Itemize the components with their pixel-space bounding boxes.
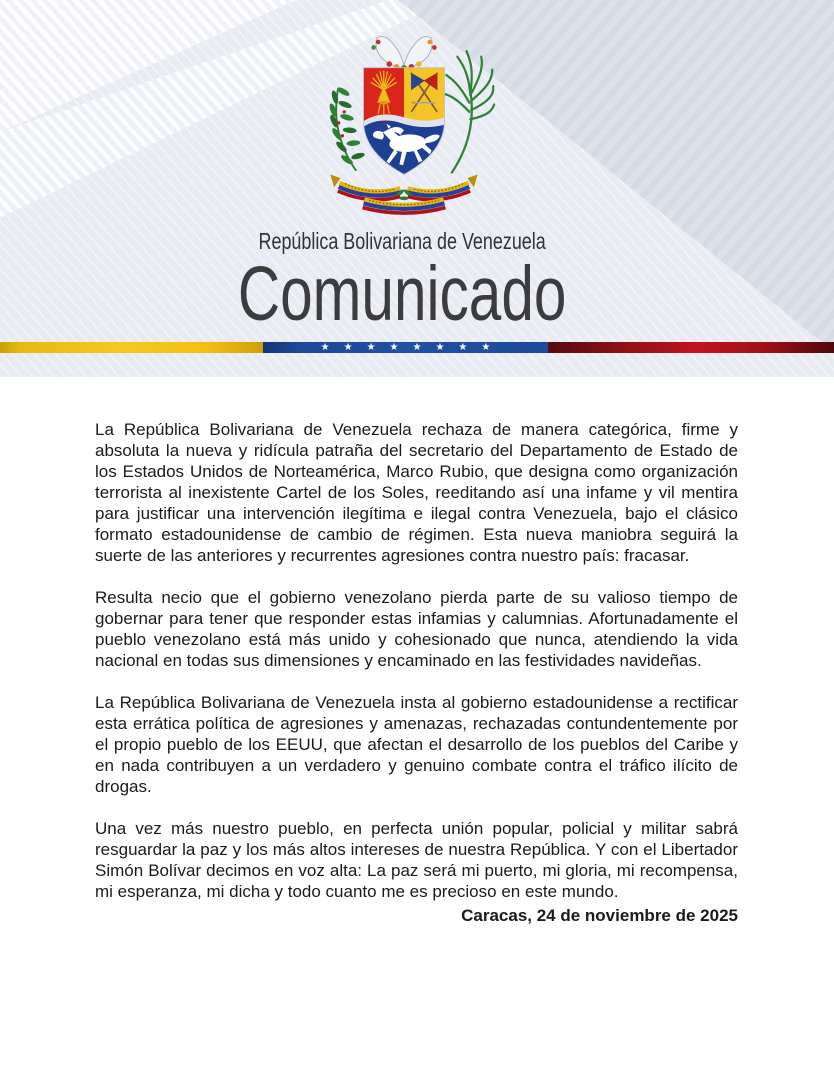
paragraph-3: La República Bolivariana de Venezuela insta al gobierno estadounidense a rectificar esta errática política de agresiones y amenazas, rechazadas contundentemente por el propio pueblo de los EEUU, que afectan el desarrollo de los pueblos del Caribe y en nada contribuyen a un verdadero y genuino combate contra el tráfico ilícito de drogas. [95,693,738,796]
communique-body [0,377,834,1080]
flag-stars: ★★★★★★★★ [320,342,505,353]
flag-red-band [548,342,834,353]
tricolor-ribbon [330,174,477,213]
flag-stripe [0,342,834,353]
cornucopias [371,36,436,70]
country-title: República Bolivariana de Venezuela [258,228,546,254]
shield [364,68,445,178]
venezuela-coat-of-arms-icon [312,25,496,219]
laurel-branch [328,86,365,171]
paragraph-4: Una vez más nuestro pueblo, en perfecta unión popular, policial y militar sabrá resguardar la paz y los más altos intereses de nuestra República. Y con el Libertador Simón Bolívar decimos en voz alta: La paz será mi puerto, mi gloria, mi recompensa, mi esperanza, mi dicha y todo cuanto me es precioso en este mundo. [95,819,738,901]
flag-blue-band [263,342,548,353]
page-title: Comunicado [237,251,567,337]
palm-branch [443,51,495,172]
flag-yellow-band [0,342,263,353]
header-banner [0,0,834,377]
paragraph-1: La República Bolivariana de Venezuela rechaza de manera categórica, firme y absoluta la nueva y ridícula patraña del secretario del Departamento de Estado de los Estados Unidos de Norteamérica, Marco Rubio, que designa como organización terrorista al inexistente Cartel de los Soles, reeditando así una infame y vil mentira para justificar una intervención ilegítima e ilegal contra Venezuela, bajo el clásico formato estadounidense de cambio de régimen. Esta nueva maniobra seguirá la suerte de las anteriores y recurrentes agresiones contra nuestro país: fracasar. [95,420,738,565]
paragraph-2: Resulta necio que el gobierno venezolano pierda parte de su valioso tiempo de gobernar para tener que responder estas infamias y calumnias. Afortunadamente el pueblo venezolano está más unido y cohesionado que nunca, atendiendo la vida nacional en todas sus dimensiones y encaminado en las festividades navideñas. [95,588,738,670]
dateline: Caracas, 24 de noviembre de 2025 [461,906,738,925]
